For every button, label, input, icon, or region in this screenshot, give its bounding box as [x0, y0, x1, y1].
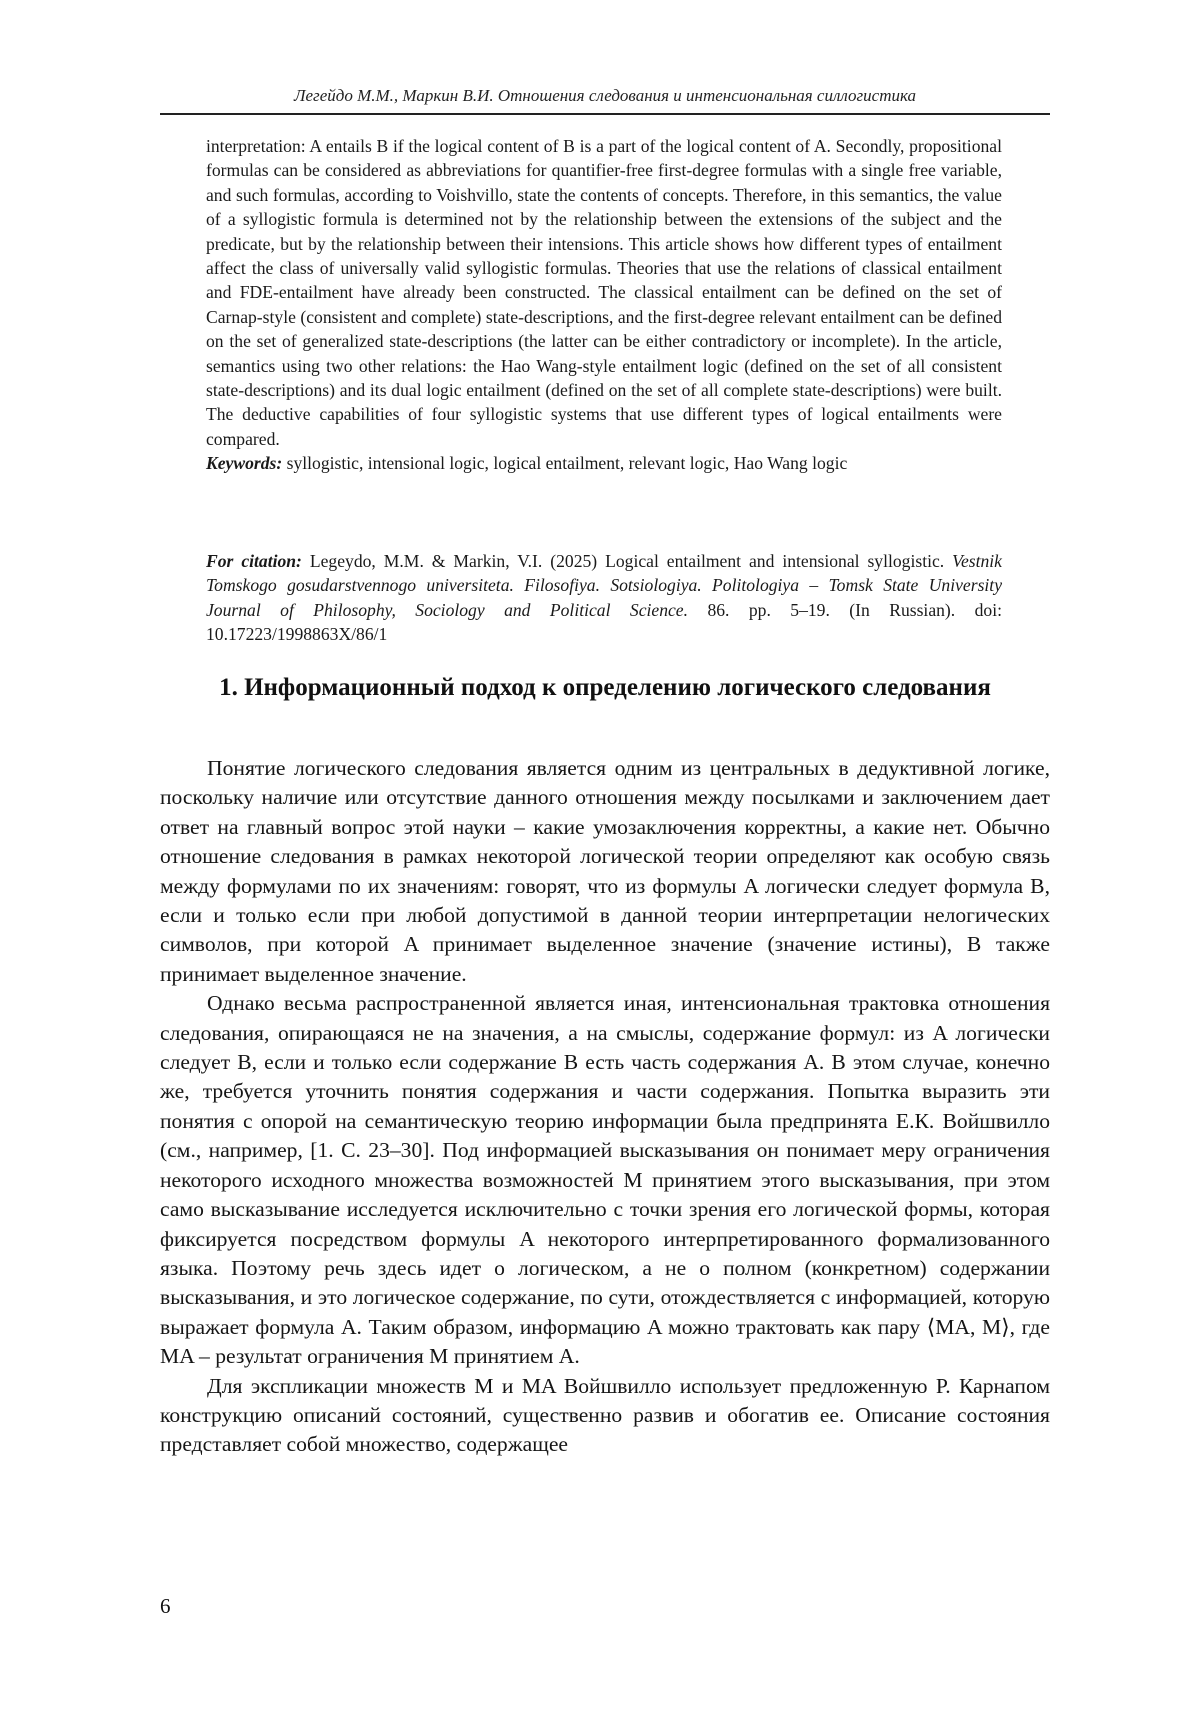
keywords-list: syllogistic, intensional logic, logical entailment, relevant logic, Hao Wang logic: [286, 453, 848, 474]
keywords-line: [206, 451, 1002, 475]
body-paragraph: Однако весьма распространенной является иная, интенсиональная трактовка отношения следования, опирающаяся не на значения, а на смыслы, содержание формул: из A логически следует B, если и только если содержание B есть часть содержания A. В этом случае, конечно же, требуется уточнить понятия содержания и части содержания. Попытка выразить эти понятия с опорой на семантическую теорию информации была предпринята Е.К. Войшвилло (см., например, [1. С. 23–30]. Под информацией высказывания он понимает меру ограничения некоторого исходного множества возможностей M принятием этого высказывания, при этом само высказывание исследуется исключительно с точки зрения его логической формы, которая фиксируется посредством формулы A некоторого интерпретированного формализованного языка. Поэтому речь здесь идет о логическом, а не о полном (конкретном) содержании высказывания, и это логическое содержание, по сути, отождествляется с информацией, которую выражает формула A. Таким образом, информацию A можно трактовать как пару ⟨MA, M⟩, где MA – результат ограничения M принятием A.: [160, 991, 1050, 1369]
main-body: [160, 754, 1050, 1460]
header-rule: [160, 113, 1050, 115]
citation-label: For citation:: [206, 551, 302, 571]
citation-block: [206, 549, 1002, 647]
body-paragraph: Понятие логического следования является одним из центральных в дедуктивной логике, поскольку наличие или отсутствие данного отношения между посылками и заключением дает ответ на главный вопрос этой науки – какие умозаключения корректны, а какие нет. Обычно отношение следования в рамках некоторой логической теории определяют как особую связь между формулами по их значениям: говорят, что из формулы A логически следует формула B, если и только если при любой допустимой в данной теории интерпретации нелогических символов, при которой A принимает выделенное значение (значение истины), B также принимает выделенное значение.: [160, 756, 1050, 986]
citation-details: 86. pp. 5–19. (In Russian). doi: 10.17223/1998863X/86/1: [206, 599, 1002, 645]
citation-authors: Legeydo, M.M. & Markin, V.I. (2025) Logical entailment and intensional syllogistic.: [309, 551, 945, 571]
english-abstract: [206, 134, 1002, 476]
section-heading: 1. Информационный подход к определению логического следования: [219, 674, 991, 701]
citation-paragraph: [206, 549, 1002, 647]
abstract-text: interpretation: A entails B if the logical content of B is a part of the logical content of A. Secondly, propositional formulas can be considered as abbreviations for quantifier-free first-degree formulas with a single free variable, and such formulas, according to Voishvillo, state the contents of concepts. Therefore, in this semantics, the value of a syllogistic formula is determined not by the relationship between the extensions of the subject and the predicate, but by the relationship between their intensions. This article shows how different types of entailment affect the class of universally valid syllogistic formulas. Theories that use the relations of classical entailment and FDE-entailment have already been constructed. The classical entailment can be defined on the set of Carnap-style (consistent and complete) state-descriptions, and the first-degree relevant entailment can be defined on the set of generalized state-descriptions (the latter can be either contradictory or incomplete). In the article, semantics using two other relations: the Hao Wang-style entailment logic (defined on the set of all consistent state-descriptions) and its dual logic entailment (defined on the set of all complete state-descriptions) were built. The deductive capabilities of four syllogistic systems that use different types of logical entailments were compared.: [206, 136, 1002, 449]
citation-journal: Vestnik Tomskogo gosudarstvennogo universiteta. Filosofiya. Sotsiologiya. Politologiya – Tomsk State University Journal of Philosophy, Sociology and Political Science.: [206, 551, 1002, 620]
keywords-label: Keywords:: [206, 453, 283, 474]
running-head: Легейдо М.М., Маркин В.И. Отношения следования и интенсиональная силлогистика: [294, 86, 916, 105]
page-number: 6: [160, 1594, 171, 1618]
body-paragraph: Для экспликации множеств M и MA Войшвилло использует предложенную Р. Карнапом конструкцию описаний состояний, существенно развив и обогатив ее. Описание состояния представляет собой множество, содержащее: [160, 1373, 1050, 1457]
